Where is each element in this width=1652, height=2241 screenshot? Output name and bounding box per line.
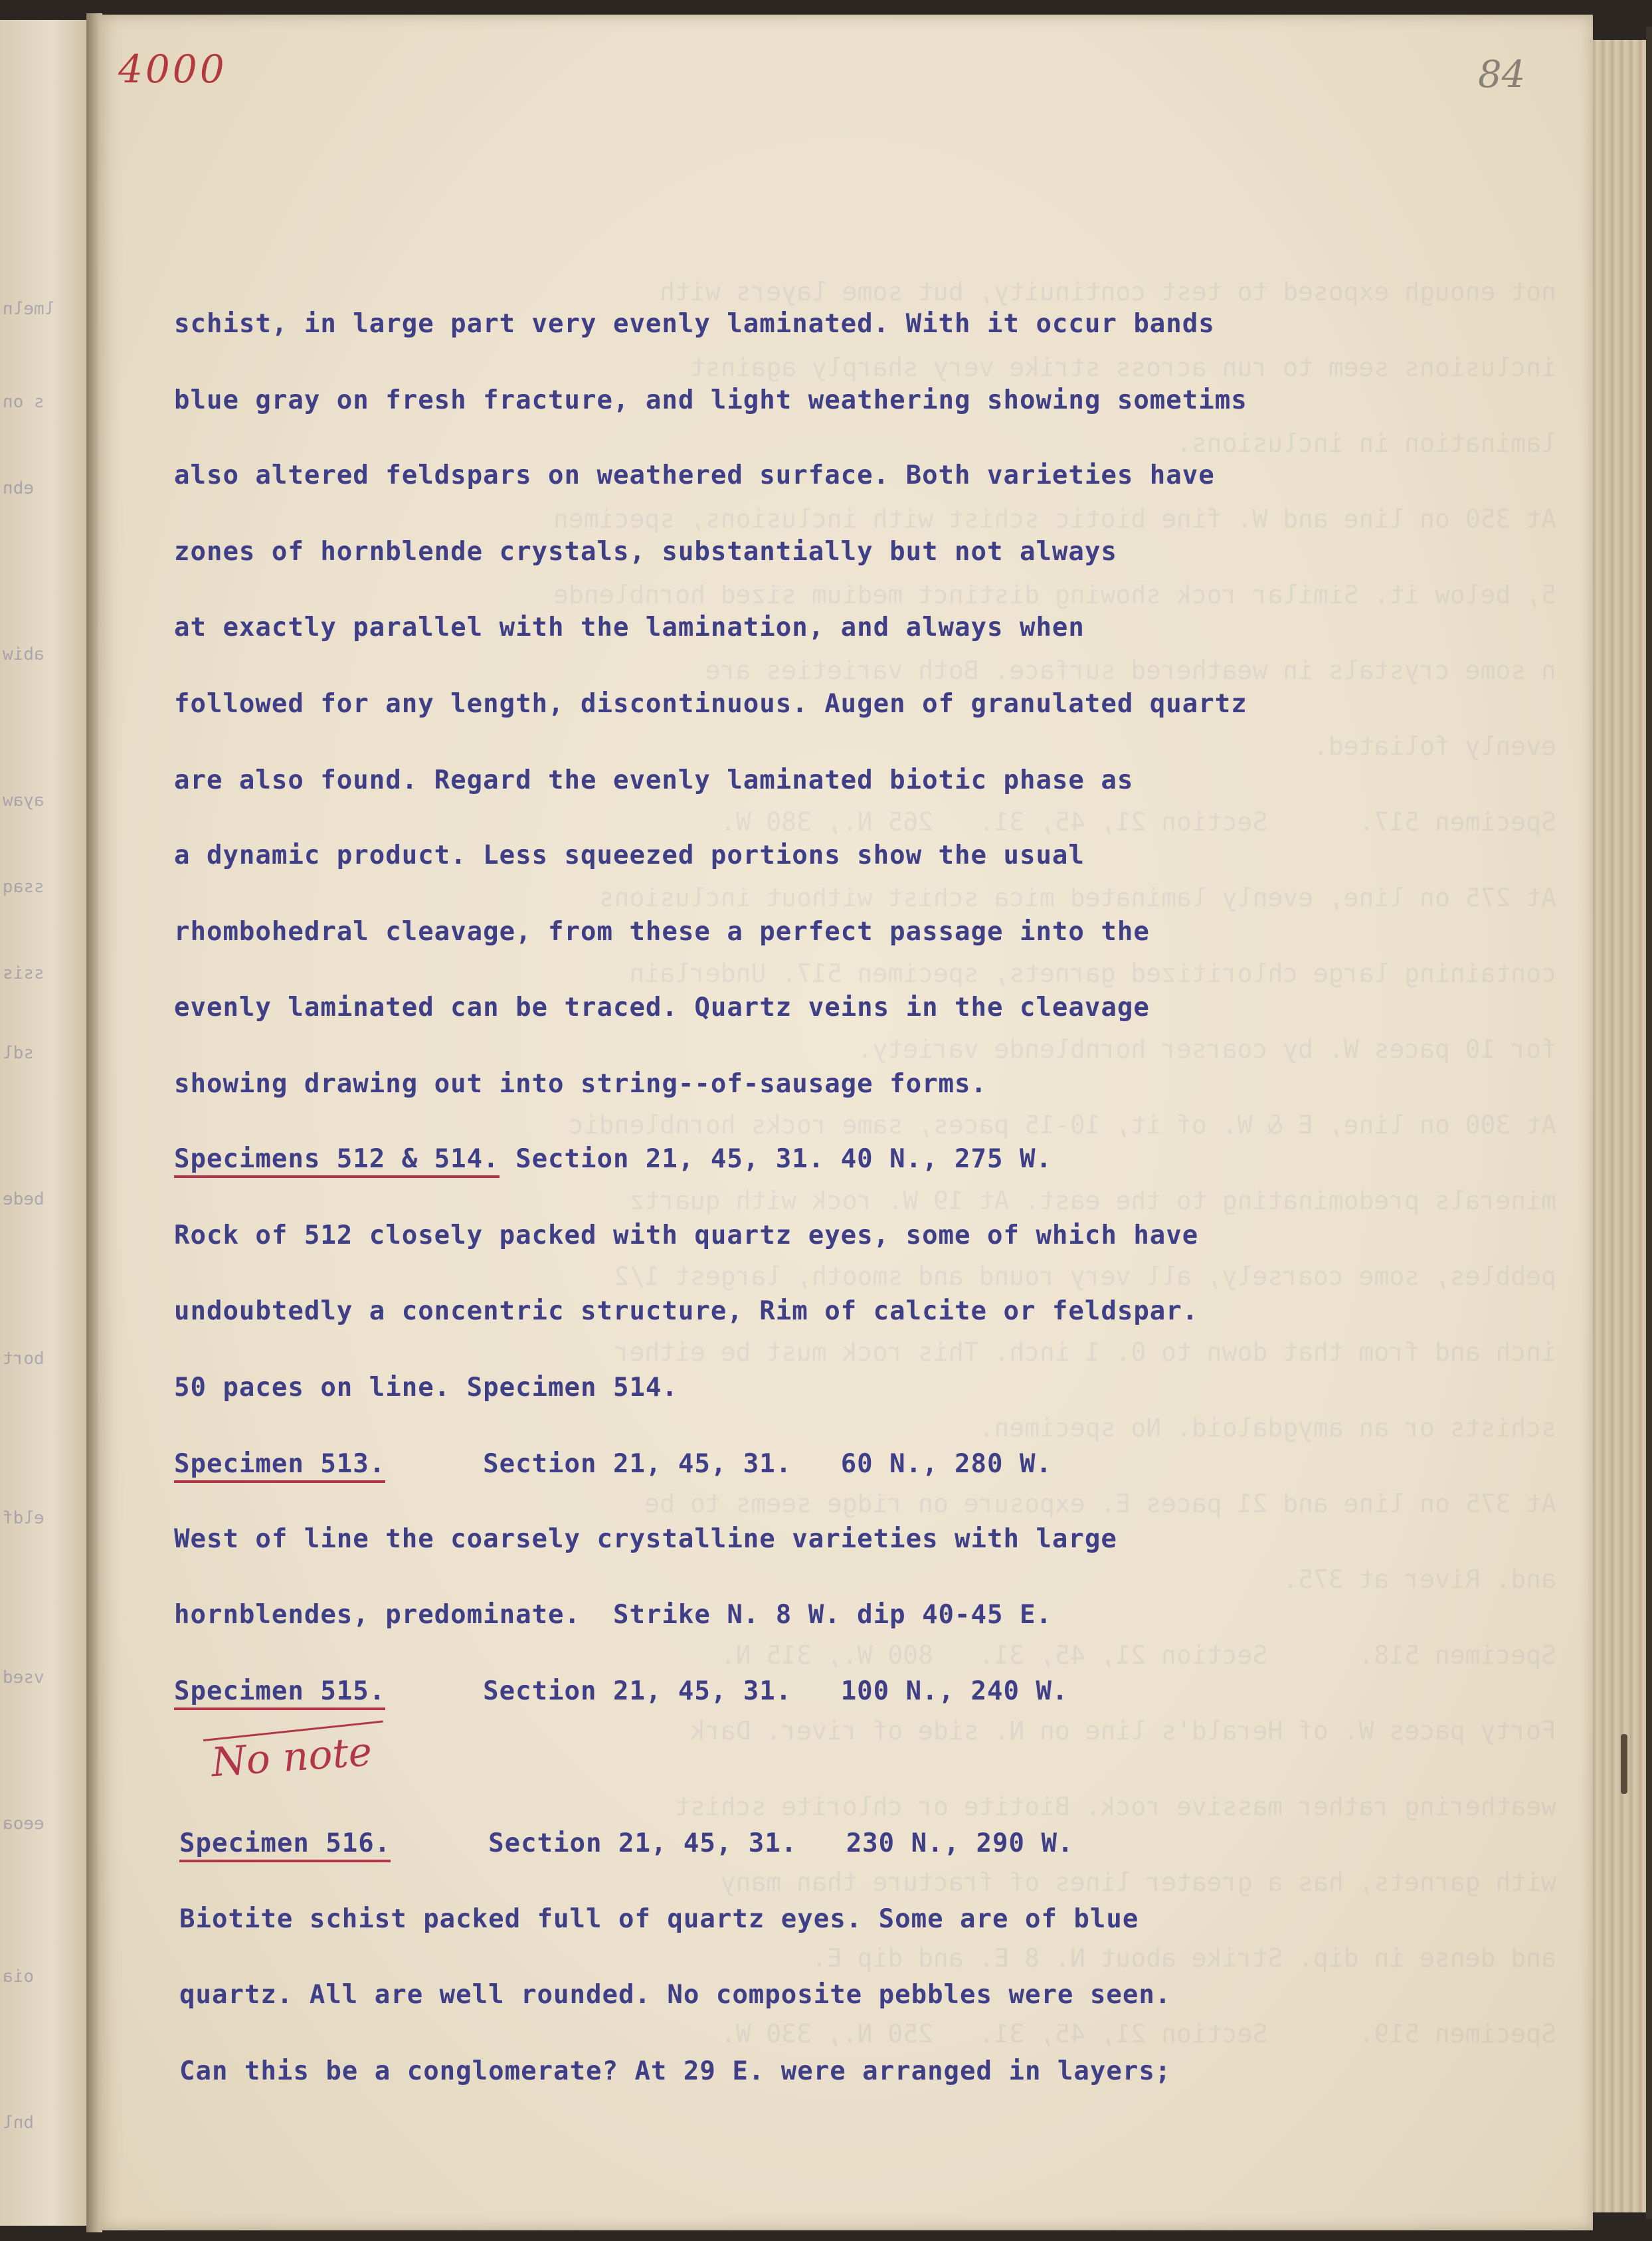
text-line: a dynamic product. Less squeezed portions show the usual [174,840,1085,870]
text-line: rhombohedral cleavage, from these a perfect passage into the [174,917,1150,947]
text-line: at exactly parallel with the lamination, and always when [174,613,1085,642]
text-line: quartz. All are well rounded. No composite pebbles were seen. [179,1980,1172,2010]
specimen-location: Section 21, 45, 31. 230 N., 290 W. [391,1828,1074,1858]
text-line: West of line the coarsely crystalline varieties with large [174,1524,1117,1554]
page-clip-mark [1621,1734,1627,1794]
specimen-location: Section 21, 45, 31. 100 N., 240 W. [385,1676,1069,1706]
manuscript-number: 4000 [118,47,227,92]
specimen-label: Specimen 513. [174,1449,385,1483]
text-line: zones of hornblende crystals, substantially but not always [174,537,1117,567]
specimen-label: Specimen 515. [174,1676,385,1710]
text-line: Can this be a conglomerate? At 29 E. were arranged in layers; [179,2056,1172,2086]
page-stack-edges [1588,40,1652,2212]
text-line: undoubtedly a concentric structure, Rim of calcite or feldspar. [174,1296,1199,1326]
specimen-label: Specimens 512 & 514. [174,1144,500,1178]
text-line: showing drawing out into string--of-sausage forms. [174,1069,987,1099]
text-line: Rock of 512 closely packed with quartz eyes, some of which have [174,1220,1199,1250]
specimen-label: Specimen 516. [179,1828,391,1862]
text-line: hornblendes, predominate. Strike N. 8 W. dip 40-45 E. [174,1600,1052,1630]
text-line: followed for any length, discontinuous. Augen of granulated quartz [174,689,1247,719]
specimen-location: Section 21, 45, 31. 40 N., 275 W. [499,1144,1052,1174]
edge-shadow [1646,27,1652,2219]
specimen-heading [174,1449,1052,1479]
text-line: evenly laminated can be traced. Quartz veins in the cleavage [174,993,1150,1023]
specimen-heading [174,1676,1068,1706]
text-line: are also found. Regard the evenly laminated biotic phase as [174,765,1134,795]
typed-text-body [174,0,1569,2241]
show-through-text: not enough exposed to test continuity, but some layers with inclusions seem to run across strike very sharply against lamination in inclusions. At 350 on line and W. fine biotic schist with inclusions, specimen 5, below it. Similar rock showing distinct medium sized hornblende n some crystals in weathered surface. Both varieties are evenly foliated. Specimen 517. Section 21, 45, 31. 265 N., 380 W. At 275 on line, evenly laminated mica schist without inclusions containing large chloritized garnets, specimen 517. Underlain for 10 paces W. by coarser hornblende variety. At 300 on line, E & W. of it, 10-15 paces, same rocks hornblendic minerals predominating to the east. At 19 W. rock with quartz pebbles, some coarsely, all very round and smooth, largest 1/2 inch and from that down to 0. 1 inch. This rock must be either schists or an amygdaloid. No specimen. At 375 on line and 21 paces E. exposure on ridge seems to be and. River at 375. Specimen 518. Section 21, 45, 31. 800 W., 315 N. Forty paces W. of Herald's line on N. side of river. Dark weathering rather massive rock. Biotite or chlorite schist with garnets, has a greater lines of fracture than many and dense in dip. Strike about N. 8 E. and dip E. Specimen 519. Section 21, 45, 31. 250 N., 330 W. [553,277,1556,2048]
text-line: also altered feldspars on weathered surface. Both varieties have [174,460,1215,490]
handwritten-note: No note [209,1728,374,1787]
text-line: Biotite schist packed full of quartz eyes. Some are of blue [179,1904,1139,1934]
page-number: 84 [1478,53,1526,96]
specimen-location: Section 21, 45, 31. 60 N., 280 W. [385,1449,1052,1479]
text-line: schist, in large part very evenly laminated. With it occur bands [174,309,1215,339]
specimen-heading [174,1144,1052,1174]
facing-page-edge: lmeln s on ebn abiw ayaw ssaq ssis sdl bede bort eldf vsed eeoa oia bnl [0,20,93,2226]
text-line: 50 paces on line. Specimen 514. [174,1373,678,1403]
specimen-heading [179,1828,1073,1858]
text-line: blue gray on fresh fracture, and light weathering showing sometims [174,385,1247,415]
